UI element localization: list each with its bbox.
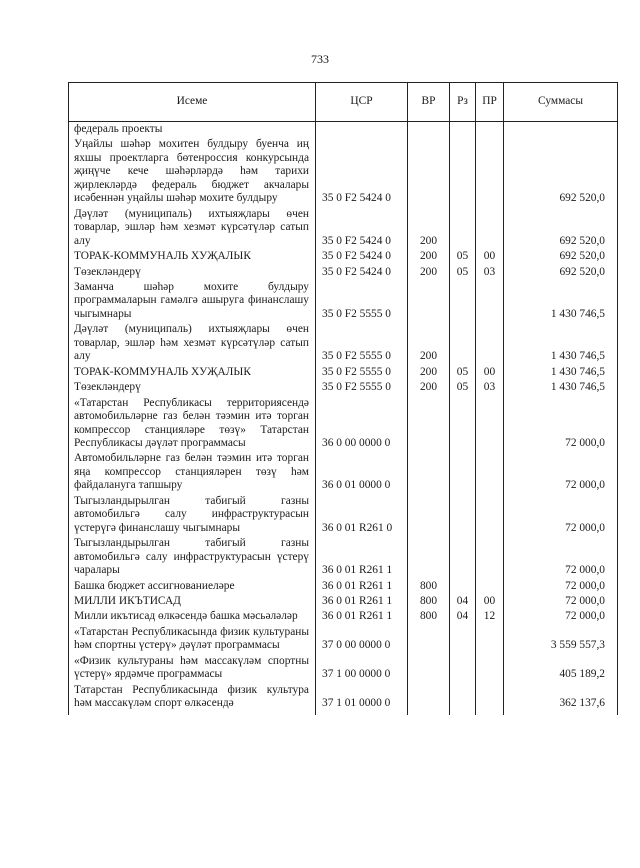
cell-name: «Физик культураны һәм массакүләм спортны үстерү» ярдәмче программасы — [69, 654, 316, 683]
cell-pr — [476, 579, 504, 594]
cell-vr: 200 — [408, 249, 450, 264]
cell-csr: 35 0 F2 5424 0 — [316, 249, 408, 264]
cell-pr: 03 — [476, 265, 504, 280]
table-row — [69, 594, 618, 609]
cell-vr — [408, 280, 450, 322]
cell-pr: 00 — [476, 249, 504, 264]
cell-rz: 04 — [450, 594, 476, 609]
cell-csr: 36 0 01 R261 1 — [316, 609, 408, 624]
cell-vr — [408, 137, 450, 206]
cell-sum: 1 430 746,5 — [504, 365, 618, 380]
cell-name: Заманча шәһәр мохите булдыру программаларын гамәлгә ашыруга финанслашу чыгымнары — [69, 280, 316, 322]
cell-pr — [476, 625, 504, 654]
cell-sum: 692 520,0 — [504, 137, 618, 206]
cell-vr: 200 — [408, 380, 450, 395]
header-rz: Рз — [450, 83, 476, 122]
cell-rz — [450, 280, 476, 322]
cell-pr — [476, 396, 504, 452]
cell-csr: 35 0 F2 5424 0 — [316, 207, 408, 249]
cell-csr: 37 1 01 0000 0 — [316, 683, 408, 715]
cell-csr: 35 0 F2 5555 0 — [316, 322, 408, 364]
cell-rz — [450, 207, 476, 249]
cell-sum: 72 000,0 — [504, 594, 618, 609]
cell-name: Татарстан Республикасында физик культура һәм массакүләм спорт өлкәсендә — [69, 683, 316, 715]
cell-name: МИЛЛИ ИКЪТИСАД — [69, 594, 316, 609]
cell-vr: 200 — [408, 322, 450, 364]
cell-name: ТОРАК-КОММУНАЛЬ ХУҖАЛЫК — [69, 249, 316, 264]
table-row — [69, 249, 618, 264]
cell-csr: 36 0 01 0000 0 — [316, 451, 408, 493]
cell-vr: 800 — [408, 609, 450, 624]
cell-vr — [408, 625, 450, 654]
cell-vr — [408, 396, 450, 452]
table-row — [69, 380, 618, 395]
cell-csr: 36 0 01 R261 1 — [316, 579, 408, 594]
cell-vr — [408, 683, 450, 715]
cell-rz — [450, 654, 476, 683]
cell-pr — [476, 207, 504, 249]
cell-sum: 3 559 557,3 — [504, 625, 618, 654]
cell-name: Тыгызландырылган табигый газны автомобильгә салу инфраструктурасын үстерү чаралары — [69, 536, 316, 578]
table-row — [69, 396, 618, 452]
cell-name: «Татарстан Республикасы территориясендә автомобильләрне газ белән тәэмин итә торган компрессор станцияләре төзү» Татарстан Республикасы дәүләт программасы — [69, 396, 316, 452]
table-row — [69, 625, 618, 654]
cell-sum — [504, 122, 618, 138]
cell-rz — [450, 322, 476, 364]
cell-sum: 1 430 746,5 — [504, 280, 618, 322]
cell-rz: 05 — [450, 380, 476, 395]
cell-vr: 800 — [408, 594, 450, 609]
cell-pr — [476, 322, 504, 364]
cell-csr: 35 0 F2 5555 0 — [316, 380, 408, 395]
table-row — [69, 265, 618, 280]
cell-csr: 35 0 F2 5424 0 — [316, 265, 408, 280]
table-row — [69, 609, 618, 624]
cell-rz: 05 — [450, 249, 476, 264]
cell-pr: 12 — [476, 609, 504, 624]
cell-rz — [450, 579, 476, 594]
header-vr: ВР — [408, 83, 450, 122]
cell-csr: 35 0 F2 5424 0 — [316, 137, 408, 206]
cell-name: Тыгызландырылган табигый газны автомобильгә салу инфраструктурасын үстерүгә финанслашу чыгымнары — [69, 494, 316, 536]
cell-pr — [476, 494, 504, 536]
cell-name: Автомобильләрне газ белән тәэмин итә торган яңа компрессор станцияләрен төзү һәм файдалануга тапшыру — [69, 451, 316, 493]
cell-csr: 36 0 01 R261 0 — [316, 494, 408, 536]
cell-rz — [450, 451, 476, 493]
cell-name: ТОРАК-КОММУНАЛЬ ХУҖАЛЫК — [69, 365, 316, 380]
cell-rz: 05 — [450, 265, 476, 280]
cell-vr — [408, 654, 450, 683]
table-body — [69, 122, 618, 715]
cell-sum: 405 189,2 — [504, 654, 618, 683]
cell-vr — [408, 451, 450, 493]
cell-rz — [450, 625, 476, 654]
table-row — [69, 137, 618, 206]
cell-vr — [408, 494, 450, 536]
cell-pr: 00 — [476, 594, 504, 609]
table-header-row — [69, 83, 618, 122]
cell-sum: 72 000,0 — [504, 494, 618, 536]
table-row — [69, 494, 618, 536]
cell-pr — [476, 122, 504, 138]
cell-vr: 200 — [408, 207, 450, 249]
cell-rz: 05 — [450, 365, 476, 380]
cell-name: Төзекләндерү — [69, 380, 316, 395]
cell-pr — [476, 683, 504, 715]
budget-table — [68, 82, 618, 715]
cell-name: Уңайлы шәһәр мохитен булдыру буенча иң яхшы проектларга бөтенроссия конкурсында җиңүче кече шәһәрләрдә һәм тарихи җирлекләрдә федераль бюджет акчалары исәбеннән уңайлы шәһәр мохите булдыру — [69, 137, 316, 206]
header-name: Исеме — [69, 83, 316, 122]
cell-sum: 692 520,0 — [504, 249, 618, 264]
cell-pr — [476, 280, 504, 322]
cell-sum: 362 137,6 — [504, 683, 618, 715]
cell-csr: 35 0 F2 5555 0 — [316, 365, 408, 380]
cell-rz — [450, 122, 476, 138]
cell-sum: 1 430 746,5 — [504, 380, 618, 395]
cell-csr — [316, 122, 408, 138]
table-row — [69, 207, 618, 249]
cell-vr — [408, 122, 450, 138]
cell-rz — [450, 536, 476, 578]
cell-pr: 03 — [476, 380, 504, 395]
cell-csr: 36 0 01 R261 1 — [316, 594, 408, 609]
cell-sum: 72 000,0 — [504, 579, 618, 594]
cell-vr: 800 — [408, 579, 450, 594]
cell-name: «Татарстан Республикасында физик культураны һәм спортны үстерү» дәүләт программасы — [69, 625, 316, 654]
cell-pr — [476, 654, 504, 683]
header-csr: ЦСР — [316, 83, 408, 122]
cell-pr — [476, 137, 504, 206]
table-row — [69, 579, 618, 594]
table-row — [69, 451, 618, 493]
cell-pr — [476, 451, 504, 493]
header-pr: ПР — [476, 83, 504, 122]
cell-name: Төзекләндерү — [69, 265, 316, 280]
table-row — [69, 536, 618, 578]
table-row — [69, 365, 618, 380]
cell-vr — [408, 536, 450, 578]
cell-name: Дәүләт (муниципаль) ихтыяҗлары өчен товарлар, эшләр һәм хезмәт күрсәтүләр сатып алу — [69, 207, 316, 249]
cell-rz — [450, 396, 476, 452]
cell-rz — [450, 137, 476, 206]
cell-csr: 37 1 00 0000 0 — [316, 654, 408, 683]
cell-csr: 37 0 00 0000 0 — [316, 625, 408, 654]
cell-rz — [450, 494, 476, 536]
cell-rz: 04 — [450, 609, 476, 624]
cell-csr: 36 0 01 R261 1 — [316, 536, 408, 578]
table-row — [69, 280, 618, 322]
cell-csr: 35 0 F2 5555 0 — [316, 280, 408, 322]
cell-rz — [450, 683, 476, 715]
page-number: 733 — [311, 52, 329, 66]
header-sum: Суммасы — [504, 83, 618, 122]
cell-name: Милли икътисад өлкәсендә башка мәсьәләләр — [69, 609, 316, 624]
cell-name: Башка бюджет ассигнованиеләре — [69, 579, 316, 594]
cell-name: федераль проекты — [69, 122, 316, 138]
table-row — [69, 322, 618, 364]
cell-pr — [476, 536, 504, 578]
cell-sum: 72 000,0 — [504, 396, 618, 452]
table-row — [69, 122, 618, 138]
cell-name: Дәүләт (муниципаль) ихтыяҗлары өчен товарлар, эшләр һәм хезмәт күрсәтүләр сатып алу — [69, 322, 316, 364]
table-row — [69, 654, 618, 683]
cell-sum: 692 520,0 — [504, 265, 618, 280]
cell-sum: 692 520,0 — [504, 207, 618, 249]
cell-pr: 00 — [476, 365, 504, 380]
cell-sum: 1 430 746,5 — [504, 322, 618, 364]
cell-sum: 72 000,0 — [504, 536, 618, 578]
cell-sum: 72 000,0 — [504, 609, 618, 624]
cell-csr: 36 0 00 0000 0 — [316, 396, 408, 452]
cell-vr: 200 — [408, 365, 450, 380]
table-row — [69, 683, 618, 715]
cell-sum: 72 000,0 — [504, 451, 618, 493]
cell-vr: 200 — [408, 265, 450, 280]
